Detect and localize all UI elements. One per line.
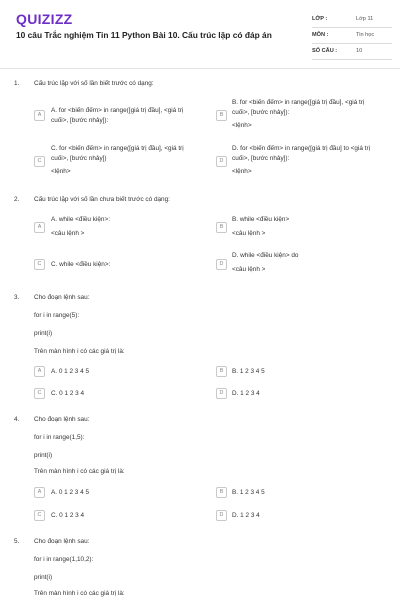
option-line: D. 1 2 3 4: [232, 390, 260, 397]
question-4-option-c-box[interactable]: C: [34, 510, 45, 521]
question-5-line-3: print(i): [34, 574, 53, 581]
option-line: B. for <biến đếm> in range([giá trị đầu], <giá trị: [232, 99, 365, 106]
question-3-option-a[interactable]: [51, 367, 201, 377]
option-line: A. while <điều kiện>:: [51, 216, 110, 223]
question-5-line-4: Trên màn hình i có các giá trị là:: [34, 590, 125, 597]
header-divider: [0, 68, 400, 69]
option-line: B. 1 2 3 4 5: [232, 489, 265, 496]
question-1-option-b[interactable]: [232, 98, 392, 131]
question-3-option-b-box[interactable]: B: [216, 366, 227, 377]
question-1-option-a-box[interactable]: A: [34, 110, 45, 121]
question-2-option-a-box[interactable]: A: [34, 222, 45, 233]
question-1-number: 1.: [14, 80, 20, 87]
question-3-line-3: print(i): [34, 330, 53, 337]
question-4-option-d[interactable]: [232, 511, 392, 521]
meta-value-subject: Tin học: [356, 32, 375, 38]
question-3-line-4: Trên màn hình i có các giá trị là:: [34, 348, 125, 355]
question-1-option-c-box[interactable]: C: [34, 156, 45, 167]
question-4-option-c[interactable]: [51, 511, 201, 521]
question-4-option-b-box[interactable]: B: [216, 487, 227, 498]
question-4-option-a-box[interactable]: A: [34, 487, 45, 498]
question-2-option-d-box[interactable]: D: [216, 259, 227, 270]
question-3-option-c-box[interactable]: C: [34, 388, 45, 399]
question-1-text: Cấu trúc lặp với số lần biết trước có dạng:: [34, 80, 154, 87]
option-line: B. 1 2 3 4 5: [232, 368, 265, 375]
option-line: C. for <biến đếm> in range([giá trị đầu], <giá trị: [51, 145, 184, 152]
option-line: <lệnh>: [232, 122, 252, 129]
question-1-option-d[interactable]: [232, 144, 392, 177]
option-line: cuối>, [bước nhảy]):: [51, 116, 109, 124]
worksheet-title: 10 câu Trắc nghiệm Tin 11 Python Bài 10. Cấu trúc lặp có đáp án: [16, 30, 272, 40]
meta-row-grade: [312, 13, 392, 28]
question-4-line-3: print(i): [34, 452, 53, 459]
option-line: A. 0 1 2 3 4 5: [51, 489, 90, 496]
question-3-line-2: for i in range(5):: [34, 312, 80, 319]
question-4-number: 4.: [14, 416, 20, 423]
question-3-option-a-box[interactable]: A: [34, 366, 45, 377]
meta-row-count: [312, 45, 392, 60]
option-line: <câu lệnh >: [232, 265, 266, 273]
question-3-option-d[interactable]: [232, 389, 392, 399]
option-line: D. for <biến đếm> in range([giá trị đầu] to <giá trị: [232, 145, 371, 152]
option-line: D. 1 2 3 4: [232, 512, 260, 519]
meta-row-subject: [312, 29, 392, 44]
option-line: <lệnh>: [51, 168, 71, 175]
option-line: cuối>, [bước nhảy]): [51, 154, 107, 162]
question-5-line-1: Cho đoạn lệnh sau:: [34, 538, 90, 545]
worksheet-header: [0, 0, 400, 68]
question-2-option-c-box[interactable]: C: [34, 259, 45, 270]
question-2-option-a[interactable]: [51, 215, 201, 238]
question-2-option-d[interactable]: [232, 251, 392, 274]
question-2-option-b-box[interactable]: B: [216, 222, 227, 233]
option-line: D. while <điều kiện> do: [232, 252, 299, 259]
question-1-option-c[interactable]: [51, 144, 201, 177]
option-line: <lệnh>: [232, 168, 252, 175]
question-4-option-a[interactable]: [51, 488, 201, 498]
question-5-number: 5.: [14, 538, 20, 545]
question-1-option-d-box[interactable]: D: [216, 156, 227, 167]
option-line: A. 0 1 2 3 4 5: [51, 368, 90, 375]
question-1-option-a[interactable]: [51, 106, 201, 125]
meta-label-count: SỐ CÂU :: [312, 48, 338, 54]
meta-label-grade: LỚP :: [312, 16, 328, 22]
meta-value-count: 10: [356, 48, 363, 54]
option-line: cuối>, [bước nhảy]):: [232, 154, 290, 162]
question-4-line-1: Cho đoạn lệnh sau:: [34, 416, 90, 423]
question-3-option-d-box[interactable]: D: [216, 388, 227, 399]
question-4-option-d-box[interactable]: D: [216, 510, 227, 521]
question-3-option-b[interactable]: [232, 367, 392, 377]
option-line: <câu lệnh >: [232, 229, 266, 237]
option-line: C. while <điều kiện>:: [51, 261, 111, 268]
option-line: cuối>, [bước nhảy]):: [232, 108, 290, 116]
meta-label-subject: MÔN :: [312, 32, 329, 38]
question-2-option-c[interactable]: [51, 260, 201, 270]
option-line: <câu lệnh >: [51, 229, 85, 237]
option-line: C. 0 1 2 3 4: [51, 390, 85, 397]
question-5-line-2: for i in range(1,10,2):: [34, 556, 94, 563]
option-line: A. for <biến đếm> in range([giá trị đầu], <giá trị: [51, 107, 184, 114]
question-3-number: 3.: [14, 294, 20, 301]
question-2-number: 2.: [14, 196, 20, 203]
question-4-line-4: Trên màn hình i có các giá trị là:: [34, 468, 125, 475]
meta-value-grade: Lớp 11: [356, 16, 374, 22]
quizizz-logo: QUIZIZZ: [16, 11, 73, 27]
question-2-option-b[interactable]: [232, 215, 392, 238]
option-line: C. 0 1 2 3 4: [51, 512, 85, 519]
option-line: B. while <điều kiện>: [232, 216, 290, 223]
question-3-option-c[interactable]: [51, 389, 201, 399]
question-1-option-b-box[interactable]: B: [216, 110, 227, 121]
question-3-line-1: Cho đoạn lệnh sau:: [34, 294, 90, 301]
question-4-line-2: for i in range(1,5):: [34, 434, 85, 441]
question-4-option-b[interactable]: [232, 488, 392, 498]
question-2-text: Cấu trúc lặp với số lần chưa biết trước có dạng:: [34, 196, 170, 203]
